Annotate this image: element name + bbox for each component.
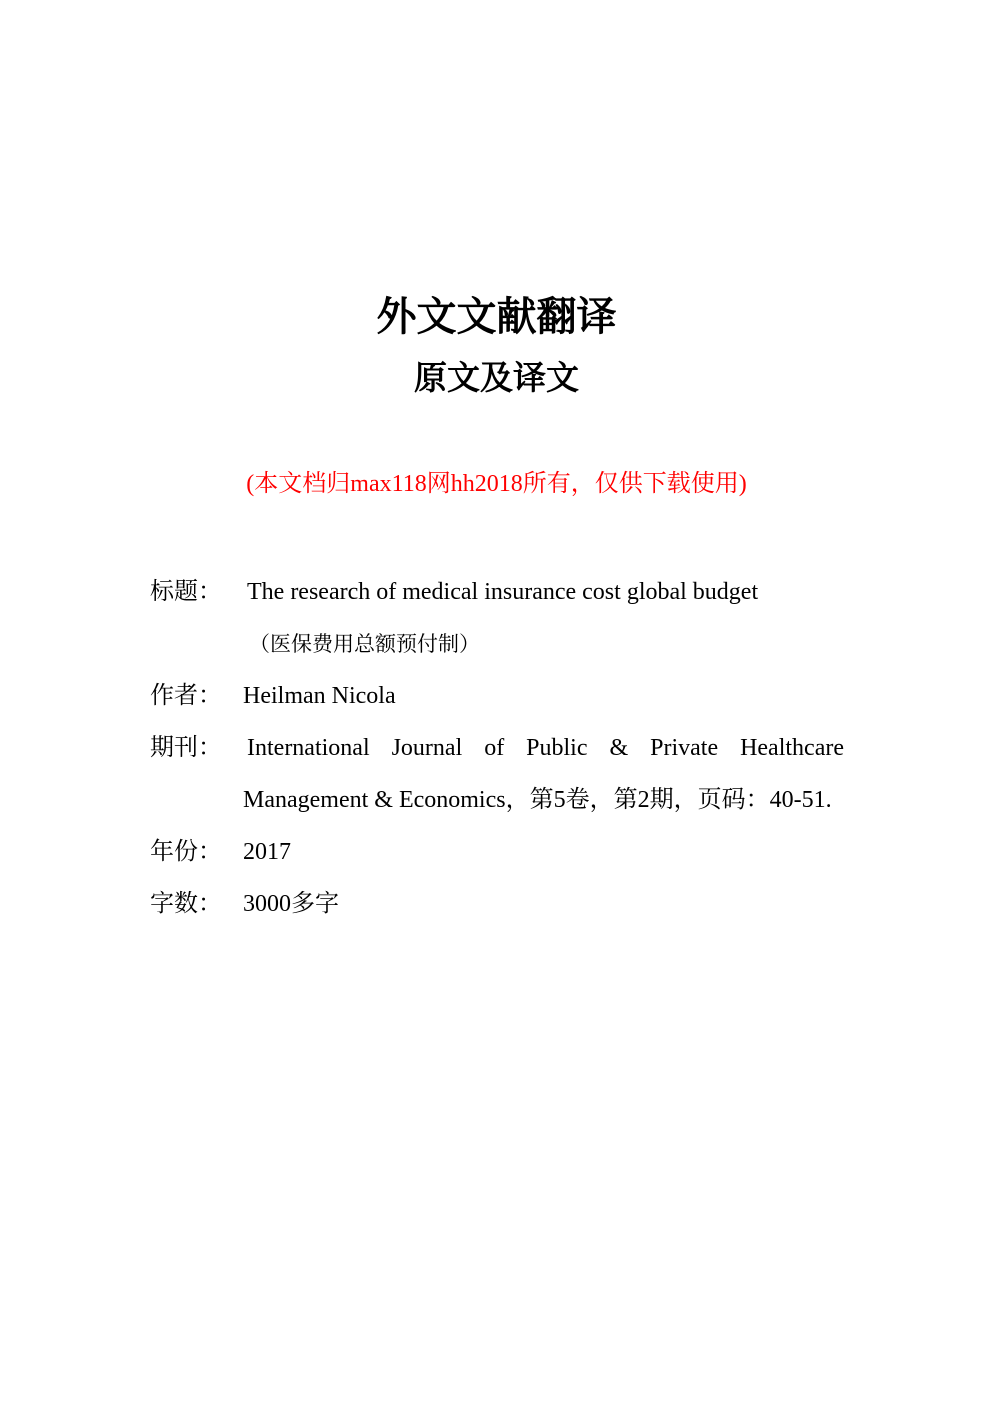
wordcount-label: 字数： [150,891,222,917]
meta-row-journal [150,722,844,826]
meta-row-author [150,670,844,722]
title-value-cn: （医保费用总额预付制） [249,632,480,656]
copyright-notice: (本文档归max118网hh2018所有，仅供下载使用) [246,471,747,497]
author-label: 作者： [150,683,222,709]
title-value [243,566,844,670]
meta-row-title [150,566,844,670]
wordcount-value: 3000多字 [243,891,339,917]
title-label: 标题： [150,579,222,605]
metadata-block [150,566,844,930]
author-value: Heilman Nicola [243,683,396,709]
title-value-en: The research of medical insurance cost global budget [247,579,759,605]
page-title: 外文文献翻译 [376,294,617,339]
year-value: 2017 [243,839,291,865]
journal-value: International Journal of Public & Private Healthcare Management & Economics，第5卷，第2期，页码：40-51. [243,735,844,813]
journal-label: 期刊： [150,735,222,761]
meta-row-wordcount [150,878,844,930]
page-subtitle: 原文及译文 [414,361,579,397]
meta-row-year [150,826,844,878]
year-label: 年份： [150,839,222,865]
